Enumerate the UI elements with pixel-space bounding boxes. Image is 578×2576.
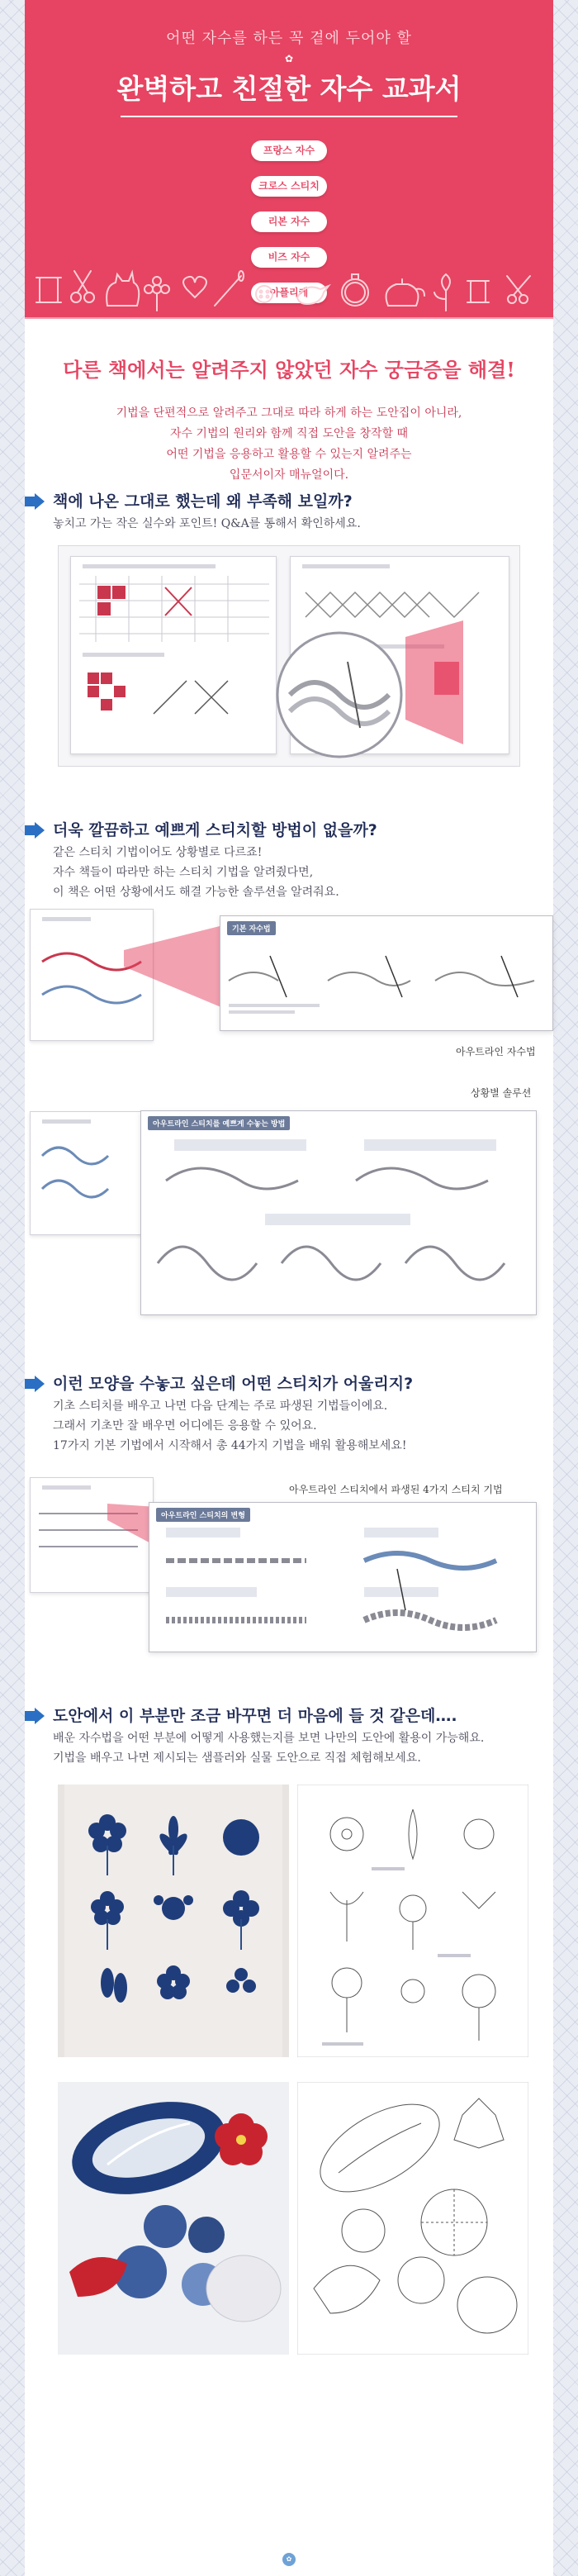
- basic-stitch-steps: [220, 931, 551, 1030]
- section-arrow-icon: [25, 822, 45, 839]
- section-desc: [25, 1728, 553, 1768]
- section-desc-line: 이 책은 어떤 상황에서도 해결 가능한 솔루션을 알려줘요.: [53, 886, 339, 899]
- section-desc-line: 기초 스티치를 배우고 나면 다음 단계는 주로 파생된 기법들이에요.: [53, 1400, 388, 1413]
- pill-ribbon-embroidery: 리본 자수: [251, 211, 327, 232]
- intro-headline: [25, 354, 553, 383]
- zoom-magnifier: [224, 612, 471, 761]
- section-desc: [25, 1396, 553, 1456]
- section-solutions: [25, 818, 553, 902]
- pattern-sheet-brooches: [297, 2082, 528, 2355]
- spool-icon: [36, 278, 61, 302]
- section-desc-line: 같은 스티치 기법이어도 상황별로 다르죠!: [53, 846, 263, 859]
- section-title: [25, 818, 553, 843]
- zoom-label: 아우트라인 스티치의 변형: [156, 1508, 250, 1522]
- sampler-photo-flowers: [58, 1785, 289, 2057]
- intro-headline-text: 다른 책에서는 알려주지 않았던 자수 궁금증을 해결!: [63, 358, 515, 382]
- solution-stitch-illustration: [31, 1131, 146, 1222]
- caption-outline-stitch: 아우트라인 자수법: [456, 1046, 536, 1057]
- teapot-icon: [386, 279, 424, 306]
- caption-derived-stitches: 아우트라인 스티치에서 파생된 4가지 스티치 기법: [289, 1484, 503, 1495]
- section-desc-line: 17가지 기본 기법에서 시작해서 총 44가지 기법을 배워 활용해보세요!: [53, 1439, 407, 1452]
- section-arrow-icon: [25, 1376, 45, 1392]
- hero-doodles: [25, 240, 553, 319]
- section-title-text: 더욱 깔끔하고 예쁘게 스티치할 방법이 없을까?: [53, 821, 377, 839]
- flower-icon: [434, 274, 450, 311]
- hero-title: 완벽하고 친절한 자수 교과서: [116, 73, 462, 105]
- variation-illustrations: [149, 1519, 534, 1652]
- section-arrow-icon: [25, 1708, 45, 1724]
- pill-applique: 아플리케: [251, 283, 327, 303]
- qa-spread-image: [58, 545, 520, 767]
- section-title: [25, 1371, 553, 1396]
- title-underline: [121, 116, 457, 117]
- section-desc-line: 자수 책들이 따라만 하는 스티치 기법을 알려줬다면,: [53, 866, 314, 879]
- bird-icon: [297, 286, 329, 304]
- section-desc-line: 놓치고 가는 작은 실수와 포인트! Q&A를 통해서 확인하세요.: [53, 517, 361, 530]
- pattern-sheet-flowers: [297, 1785, 528, 2057]
- zoom-outline-variation: [149, 1502, 537, 1652]
- section-desc-line: 배운 자수법을 어떤 부분에 어떻게 사용했는지를 보면 나만의 도안에 활용이 가능해요.: [53, 1732, 485, 1745]
- section-title-text: 도안에서 이 부분만 조금 바꾸면 더 마음에 들 것 같은데….: [53, 1707, 457, 1725]
- spool-icon: [467, 281, 489, 302]
- zoom-label: 아우트라인 스티치를 예쁘게 수놓는 방법: [148, 1116, 290, 1130]
- zoom-basic-stitch: [220, 915, 553, 1031]
- ornament-icon: ✿: [284, 53, 294, 64]
- hero-banner: [25, 0, 553, 319]
- book-page-solution: [30, 1111, 154, 1235]
- section-custom-patterns: [25, 1704, 553, 1768]
- embroidery-hoop-icon: [342, 274, 368, 306]
- hero-tagline: 어떤 자수를 하든 꼭 곁에 두어야 할: [166, 30, 412, 47]
- section-qa: [25, 489, 553, 534]
- button-icon: [256, 286, 272, 302]
- zoom-cone: [124, 917, 223, 1016]
- page-badge-icon: ✿: [282, 2553, 296, 2566]
- scissors-icon: [71, 271, 94, 302]
- sampler-photo-brooches: [58, 2082, 289, 2355]
- heart-icon: [183, 277, 206, 297]
- intro-line: 어떤 기법을 응용하고 활용할 수 있는지 알려주는: [166, 448, 412, 461]
- section-title-text: 책에 나온 그대로 했는데 왜 부족해 보일까?: [53, 492, 353, 511]
- zoom-label: 기본 자수법: [227, 921, 276, 935]
- pill-cross-stitch: 크로스 스티치: [251, 176, 327, 197]
- section-desc: [25, 843, 553, 902]
- needle-icon: [215, 271, 244, 306]
- section-desc-line: 기법을 배우고 나면 제시되는 샘플러와 실물 도안으로 직접 체험해보세요.: [53, 1751, 421, 1765]
- pill-bead-embroidery: 비즈 자수: [251, 247, 327, 268]
- page: [25, 0, 553, 2576]
- intro-text: [25, 403, 553, 486]
- intro-line: 입문서이자 매뉴얼이다.: [229, 468, 349, 482]
- hero-divider: [25, 317, 553, 319]
- section-desc: [25, 514, 553, 534]
- section-arrow-icon: [25, 493, 45, 510]
- section-desc-line: 그래서 기초만 잘 배우면 어디에든 응용할 수 있어요.: [53, 1419, 317, 1433]
- intro-line: 자수 기법의 원리와 함께 직접 도안을 창작할 때: [169, 427, 409, 440]
- caption-solutions: 상황별 솔루션: [471, 1087, 532, 1099]
- section-title: [25, 1704, 553, 1728]
- outline-solution-illustrations: [141, 1131, 534, 1313]
- cat-icon: [107, 273, 139, 306]
- section-title-text: 이런 모양을 수놓고 싶은데 어떤 스티치가 어울리지?: [53, 1375, 414, 1393]
- section-derived-stitches: [25, 1371, 553, 1456]
- zoom-outline-solution: [140, 1110, 537, 1315]
- scissors-icon: [507, 276, 530, 303]
- section-title: [25, 489, 553, 514]
- intro-line: 기법을 단편적으로 알려주고 그대로 따라 하게 하는 도안집이 아니라,: [116, 406, 462, 420]
- flower-icon: [144, 277, 169, 311]
- pill-french-embroidery: 프랑스 자수: [251, 140, 327, 161]
